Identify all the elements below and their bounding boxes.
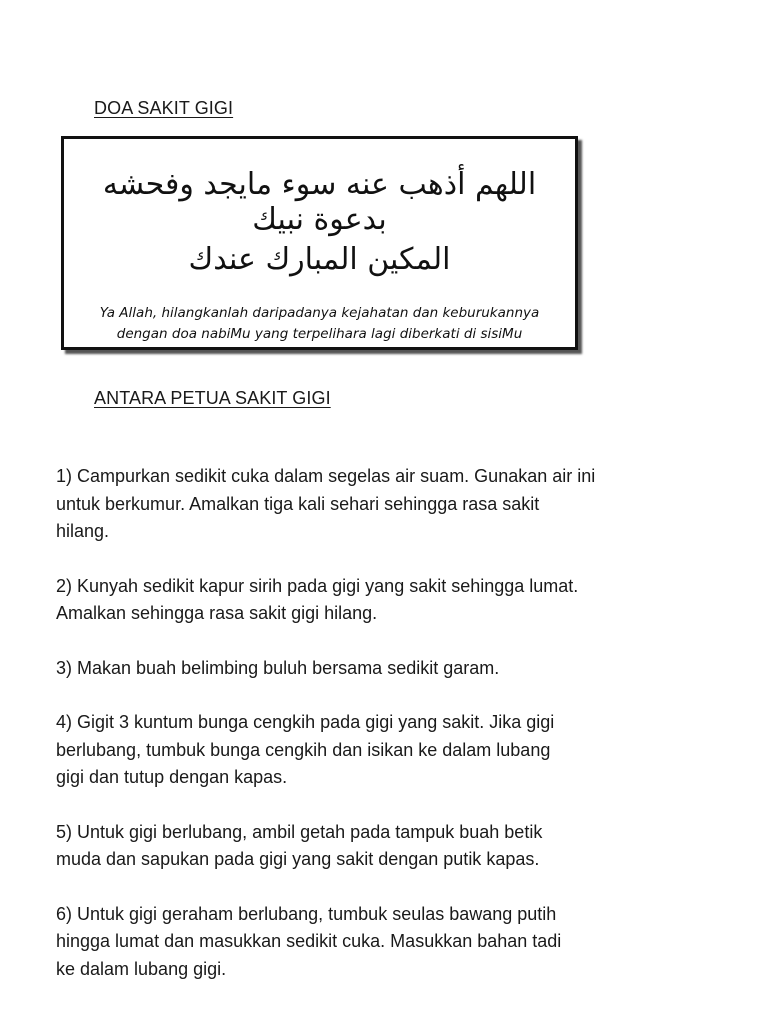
tip-item	[56, 901, 706, 984]
tip-line: gigi dan tutup dengan kapas.	[56, 767, 288, 787]
translation-line-1: Ya Allah, hilangkanlah daripadanya kejahatan dan keburukannya	[99, 305, 540, 321]
tip-line: 4) Gigit 3 kuntum bunga cengkih pada gigi yang sakit. Jika gigi	[56, 712, 555, 732]
tip-line: 1) Campurkan sedikit cuka dalam segelas air suam. Gunakan air ini	[56, 466, 596, 486]
tip-item	[56, 655, 706, 683]
tips-list	[56, 463, 706, 1010]
tip-line: muda dan sapukan pada gigi yang sakit dengan putik kapas.	[56, 849, 540, 869]
tip-item	[56, 709, 706, 792]
tip-line: untuk berkumur. Amalkan tiga kali sehari sehingga rasa sakit	[56, 493, 540, 514]
tip-item	[56, 463, 706, 546]
tip-line: berlubang, tumbuk bunga cengkih dan isikan ke dalam lubang	[56, 739, 551, 760]
tip-item	[56, 819, 706, 874]
tip-line: hingga lumat dan masukkan sedikit cuka. Masukkan bahan tadi	[56, 931, 562, 951]
arabic-prayer-line-1: اللهم أذهب عنه سوء مايجد وفحشه بدعوة نبيك	[102, 167, 537, 237]
tip-line: 6) Untuk gigi geraham berlubang, tumbuk seulas bawang putih	[56, 903, 557, 924]
doa-heading: DOA SAKIT GIGI	[94, 98, 234, 118]
doa-prayer-box	[61, 136, 578, 350]
tip-line: ke dalam lubang gigi.	[56, 958, 227, 979]
translation-line-2: dengan doa nabiMu yang terpelihara lagi diberkati di sisiMu	[116, 326, 523, 342]
petua-heading: ANTARA PETUA SAKIT GIGI	[94, 388, 331, 408]
tip-line: hilang.	[56, 521, 110, 541]
tip-item	[56, 573, 706, 628]
tip-line: 5) Untuk gigi berlubang, ambil getah pada tampuk buah betik	[56, 821, 543, 842]
tip-line: Amalkan sehingga rasa sakit gigi hilang.	[56, 603, 378, 623]
tip-line: 2) Kunyah sedikit kapur sirih pada gigi yang sakit sehingga lumat.	[56, 575, 579, 596]
arabic-prayer-line-2: المكين المبارك عندك	[188, 242, 451, 277]
tip-line: 3) Makan buah belimbing buluh bersama sedikit garam.	[56, 657, 500, 678]
